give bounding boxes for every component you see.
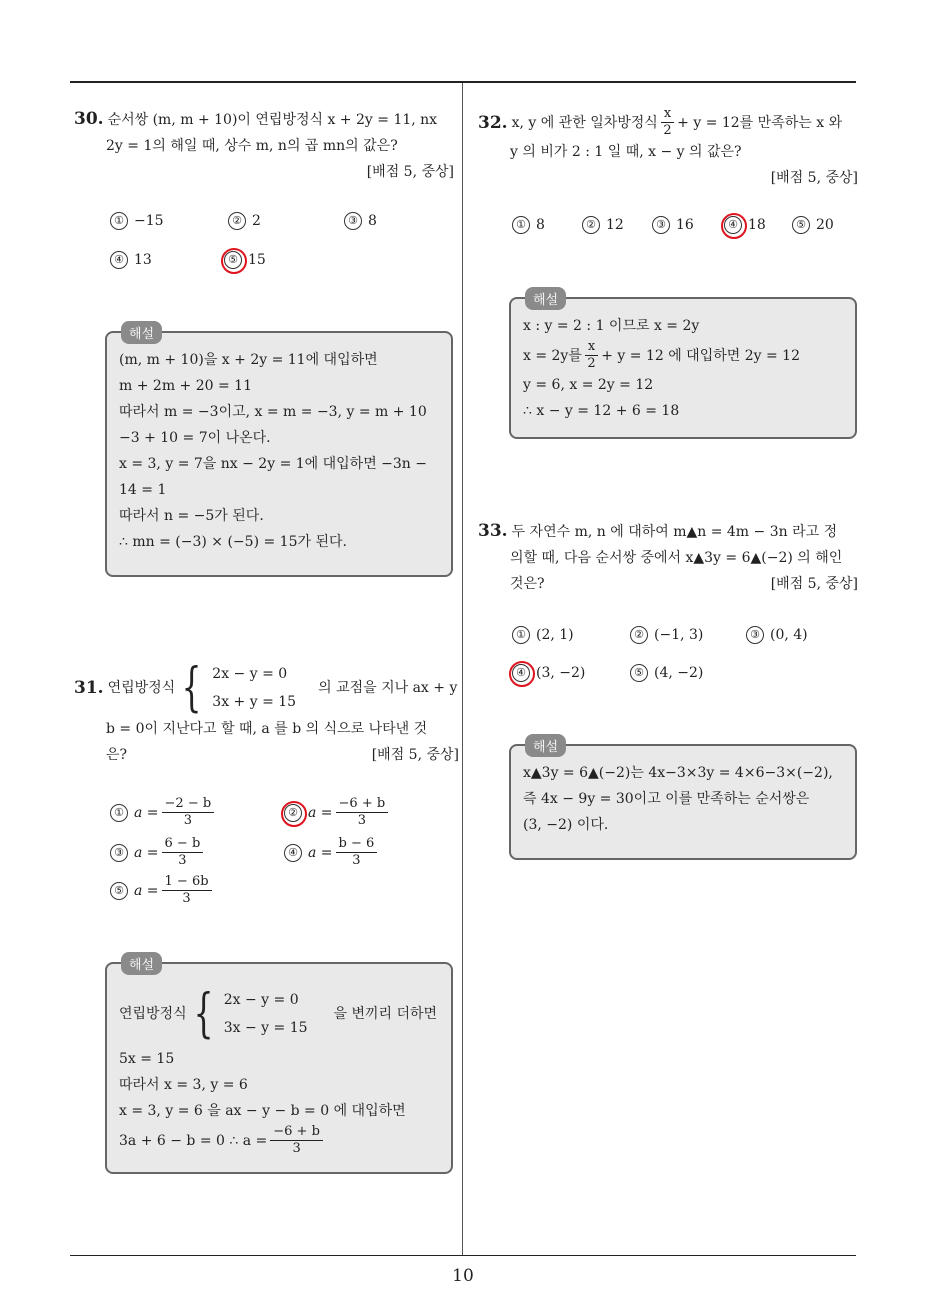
- solution-line: 따라서 x = 3, y = 6: [119, 1077, 248, 1093]
- choice-mark: ③: [746, 626, 764, 644]
- brace-icon: {: [181, 658, 202, 718]
- choice-text: −15: [134, 213, 164, 229]
- choice-lhs: a =: [134, 882, 159, 899]
- question-number: 31.: [74, 678, 104, 698]
- question-fraction: [661, 106, 674, 139]
- solution-line: 5x = 15: [119, 1051, 175, 1067]
- score-tag: [배점 5, 중상]: [371, 747, 459, 763]
- answer-circle: ④: [724, 216, 742, 234]
- answer-circle: ④: [512, 664, 530, 682]
- choice-mark: ①: [512, 216, 530, 234]
- question-number: 33.: [478, 521, 508, 541]
- solution-badge: 해설: [121, 321, 162, 344]
- denominator: 2: [663, 123, 672, 138]
- solution-line: y = 6, x = 2y = 12: [523, 377, 654, 393]
- numerator: −6 + b: [270, 1124, 323, 1141]
- question-text-line2: y 의 비가 2 : 1 일 때, x − y 의 값은?: [510, 144, 742, 160]
- choice-mark: ②: [582, 216, 600, 234]
- choice-fraction: [162, 836, 204, 869]
- column-divider: [462, 83, 463, 1255]
- choice-fraction: [336, 796, 389, 829]
- choice-3[interactable]: [344, 212, 377, 230]
- question-text-prefix: 연립방정식: [107, 680, 176, 696]
- choice-text: 18: [748, 217, 766, 233]
- choice-text: 12: [606, 217, 624, 233]
- question-text-line3: 은?: [106, 747, 128, 763]
- solution-line: ∴ x − y = 12 + 6 = 18: [523, 403, 680, 419]
- denominator: 3: [183, 813, 192, 828]
- choice-3[interactable]: [652, 216, 694, 234]
- choice-lhs: a =: [134, 844, 159, 861]
- numerator: x: [585, 339, 598, 356]
- choice-5[interactable]: [110, 874, 215, 907]
- choice-mark: ⑤: [792, 216, 810, 234]
- solution-line: 따라서 n = −5가 된다.: [119, 508, 264, 524]
- equation-system: [175, 660, 296, 716]
- choice-1[interactable]: [512, 626, 574, 644]
- question-31: [74, 660, 459, 768]
- choice-2[interactable]: [630, 626, 703, 644]
- top-rule: [70, 81, 856, 83]
- choice-text: 15: [248, 252, 266, 268]
- denominator: 3: [357, 813, 366, 828]
- choice-text: (3, −2): [536, 665, 586, 681]
- denominator: 2: [587, 356, 596, 371]
- brace-icon: {: [193, 984, 214, 1044]
- numerator: b − 6: [336, 836, 378, 853]
- solution-line: + y = 12 에 대입하면 2y = 12: [601, 347, 800, 364]
- bottom-rule: [70, 1255, 856, 1256]
- choice-2[interactable]: [582, 216, 624, 234]
- solution-badge: 해설: [525, 287, 566, 310]
- numerator: 1 − 6b: [162, 874, 212, 891]
- solution-line: 14 = 1: [119, 482, 167, 498]
- numerator: −6 + b: [336, 796, 389, 813]
- choice-mark: ④: [110, 251, 128, 269]
- question-number: 32.: [478, 112, 508, 133]
- solution-fraction: [585, 339, 598, 372]
- solution-line: m + 2m + 20 = 11: [119, 378, 252, 394]
- choice-text: (4, −2): [654, 665, 704, 681]
- choice-mark: ③: [110, 844, 128, 862]
- choice-mark: ④: [284, 844, 302, 862]
- solution-box-33: [509, 740, 857, 860]
- denominator: 3: [292, 1141, 301, 1156]
- choice-4[interactable]: [724, 216, 766, 234]
- choice-3[interactable]: [110, 836, 206, 869]
- question-text-suffix: + y = 12를 만족하는 x 와: [677, 114, 843, 131]
- choice-lhs: a =: [308, 844, 333, 861]
- question-text-suffix: 의 교점을 지나 ax + y: [318, 680, 458, 696]
- choice-1[interactable]: [512, 216, 545, 234]
- solution-line: x = 3, y = 6 을 ax − y − b = 0 에 대입하면: [119, 1103, 406, 1119]
- choice-4[interactable]: [110, 251, 152, 269]
- choice-4[interactable]: [512, 664, 585, 682]
- question-number: 30.: [74, 109, 104, 129]
- numerator: x: [661, 106, 674, 123]
- solution-box-32: [509, 293, 857, 439]
- choice-mark: ②: [228, 212, 246, 230]
- choice-lhs: a =: [308, 804, 333, 821]
- choice-2[interactable]: [228, 212, 261, 230]
- answer-circle: ②: [284, 804, 302, 822]
- choice-text: 16: [676, 217, 694, 233]
- choice-text: (−1, 3): [654, 627, 704, 643]
- question-text-line3: 것은?: [510, 576, 545, 592]
- solution-line: x = 2y를: [523, 347, 582, 364]
- solution-badge: 해설: [525, 734, 566, 757]
- solution-box-31: [105, 958, 453, 1174]
- choice-text: 8: [368, 213, 377, 229]
- solution-line: ∴ mn = (−3) × (−5) = 15가 된다.: [119, 534, 347, 550]
- choice-text: 2: [252, 213, 261, 229]
- choice-text: (0, 4): [770, 627, 808, 643]
- page-number: 10: [452, 1266, 474, 1286]
- question-32: [478, 106, 858, 191]
- choice-mark: ③: [652, 216, 670, 234]
- score-tag: [배점 5, 중상]: [770, 170, 858, 186]
- solution-box-30: [105, 327, 453, 577]
- choice-3[interactable]: [746, 626, 808, 644]
- question-text-prefix: x, y 에 관한 일차방정식: [511, 114, 658, 131]
- solution-line: x : y = 2 : 1 이므로 x = 2y: [523, 318, 700, 334]
- solution-line: (3, −2) 이다.: [523, 817, 609, 833]
- solution-line: 3a + 6 − b = 0 ∴ a =: [119, 1132, 268, 1149]
- equation-system: [187, 986, 308, 1042]
- question-text-line1: 두 자연수 m, n 에 대하여 m▲n = 4m − 3n 라고 정: [511, 524, 838, 540]
- choice-fraction: [336, 836, 378, 869]
- solution-line: −3 + 10 = 7이 나온다.: [119, 430, 271, 446]
- choice-lhs: a =: [134, 804, 159, 821]
- choice-5[interactable]: [224, 251, 266, 269]
- choice-5[interactable]: [630, 664, 703, 682]
- question-33: [478, 518, 858, 597]
- answer-circle: ⑤: [224, 251, 242, 269]
- solution-line: (m, m + 10)을 x + 2y = 11에 대입하면: [119, 352, 378, 368]
- choice-mark: ①: [110, 804, 128, 822]
- choice-mark: ①: [512, 626, 530, 644]
- question-30: [74, 106, 454, 185]
- choice-mark: ⑤: [630, 664, 648, 682]
- choice-fraction: [162, 874, 212, 907]
- question-text-line2: b = 0이 지난다고 할 때, a 를 b 의 식으로 나타낸 것: [106, 721, 428, 737]
- choice-4[interactable]: [284, 836, 380, 869]
- choice-text: 20: [816, 217, 834, 233]
- score-tag: [배점 5, 중상]: [366, 164, 454, 180]
- choice-mark: ③: [344, 212, 362, 230]
- choice-text: 8: [536, 217, 545, 233]
- denominator: 3: [352, 853, 361, 868]
- choice-text: (2, 1): [536, 627, 574, 643]
- denominator: 3: [182, 891, 191, 906]
- choice-1[interactable]: [110, 796, 217, 829]
- choice-2[interactable]: [284, 796, 391, 829]
- solution-prefix: 연립방정식: [119, 1006, 187, 1022]
- solution-fraction: [270, 1124, 323, 1157]
- score-tag: [배점 5, 중상]: [770, 576, 858, 592]
- choice-mark: ①: [110, 212, 128, 230]
- solution-suffix: 을 변끼리 더하면: [333, 1006, 438, 1022]
- equation-2: 3x + y = 15: [212, 694, 297, 710]
- choice-text: 13: [134, 252, 152, 268]
- numerator: 6 − b: [162, 836, 204, 853]
- equation-1: 2x − y = 0: [212, 666, 288, 682]
- numerator: −2 − b: [162, 796, 215, 813]
- solution-line: x▲3y = 6▲(−2)는 4x−3×3y = 4×6−3×(−2),: [523, 765, 833, 781]
- denominator: 3: [178, 853, 187, 868]
- question-text-line1: 순서쌍 (m, m + 10)이 연립방정식 x + 2y = 11, nx: [107, 112, 438, 128]
- equation-2: 3x − y = 15: [223, 1020, 308, 1036]
- solution-line: 따라서 m = −3이고, x = m = −3, y = m + 10: [119, 404, 427, 420]
- choice-mark: ②: [630, 626, 648, 644]
- solution-badge: 해설: [121, 952, 162, 975]
- question-text-line2: 의할 때, 다음 순서쌍 중에서 x▲3y = 6▲(−2) 의 해인: [510, 550, 843, 566]
- solution-line: x = 3, y = 7을 nx − 2y = 1에 대입하면 −3n −: [119, 456, 428, 472]
- choice-mark: ⑤: [110, 882, 128, 900]
- question-text-line2: 2y = 1의 해일 때, 상수 m, n의 곱 mn의 값은?: [106, 138, 398, 154]
- choice-fraction: [162, 796, 215, 829]
- equation-1: 2x − y = 0: [223, 992, 299, 1008]
- choice-5[interactable]: [792, 216, 834, 234]
- choice-1[interactable]: [110, 212, 164, 230]
- solution-line: 즉 4x − 9y = 30이고 이를 만족하는 순서쌍은: [523, 791, 810, 807]
